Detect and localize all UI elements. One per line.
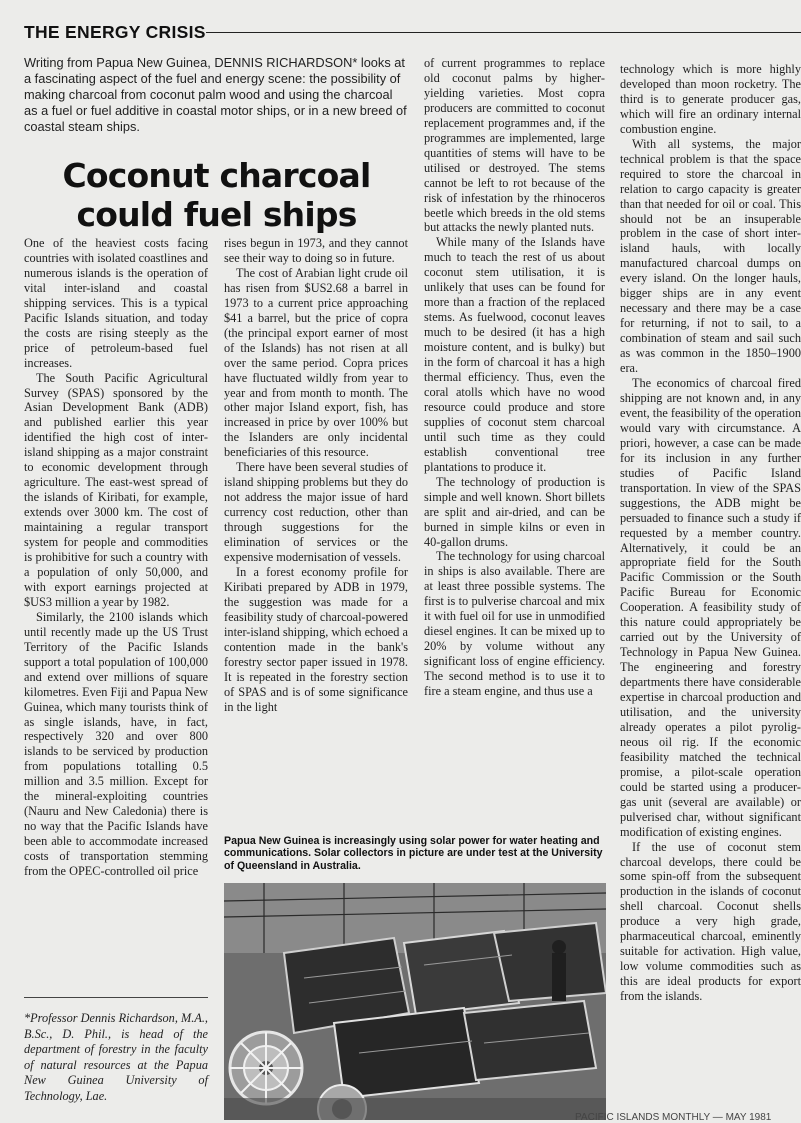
- footnote-rule: [24, 997, 208, 998]
- section-rule: [206, 32, 801, 33]
- article-column-4: [620, 62, 801, 1004]
- page-footer: PACIFIC ISLANDS MONTHLY — MAY 1981: [575, 1112, 772, 1123]
- paragraph: The South Pacific Agricultural Survey (SPAS) sponsored by the Asian Development Bank (ADB) and published earlier this year identified the high cost of inter-island shipping as a major constraint to economic development through agriculture. The east-west spread of the islands of Kiribati, for example, extends over 3000 km. The cost of maintaining a regular transport system for people and commodities is prohibitive for such a country with a population of only 50,000, and with export earnings projected at $US3 million a year by 1982.: [24, 370, 208, 609]
- article-column-3: [424, 56, 605, 699]
- standfirst: Writing from Papua New Guinea, DENNIS RICHARDSON* looks at a fascinating aspect of the fuel and energy scene: the possibility of making charcoal from coconut palm wood and using the charcoal as a fuel or fuel additive in coastal motor ships, or in a new breed of coastal steam ships.: [24, 55, 407, 134]
- paragraph: With all systems, the major technical problem is that the space required to store the charcoal in relation to cargo capacity is greater than that needed for oil or coal. This should not be an insuperable problem in the case of short inter-island hauls, with locally manufactured charcoal dumps on every island. On the longer hauls, bigger ships are in any event necessary and there may be a case for returning, if not to sail, to a combination of steam and sail such as was common in the 1850–1900 era.: [620, 136, 801, 376]
- paragraph: One of the heaviest costs facing countries with isolated coastlines and numerous islands is the operation of vital inter-island and coastal shipping services. This is a typical Pacific Islands situation, and today the costs are rising steeply as the price of petroleum-based fuel increases.: [24, 236, 208, 370]
- paragraph: technology which is more highly developed than moon rocketry. The third is to generate producer gas, which will fire an ordinary internal combustion engine.: [620, 62, 801, 136]
- headline-line-1: Coconut charcoal: [62, 156, 371, 195]
- paragraph: rises begun in 1973, and they cannot see their way to doing so in future.: [224, 236, 408, 265]
- paragraph: The economics of charcoal fired shipping are not known and, in any event, the feasibility of the operation would vary with circumstance. A priori, however, a case can be made for its inclusion in any further studies of Pacific Island transportation. In view of the SPAS suggestions, the ADB might be persuaded to finance such a study if requested by a member country. Alternatively, it could be an appropriate field for the South Pacific Commission or the South Pacific Bureau for Economic Cooperation. A feasibility study of this nature could appropriately be carried out by the University of Technology in Papua New Guinea. The engineering and forestry departments there have considerable expertise in charcoal production and utilisation, and the university already operates a pilot pyrolig-neous oil rig. If the economic feasibility matched the technical promise, a pilot-scale operation could be started using a producer-gas unit (several are available) or pulverised char, without significant modification of existing engines.: [620, 376, 801, 839]
- solar-collectors-photo: [224, 883, 606, 1120]
- paragraph: There have been several studies of island shipping problems but they do not address the major issue of hard currency cost reduction, other than through suggestions for the elimination of services or the expensive modernisation of vessels.: [224, 460, 408, 565]
- paragraph: If the use of coconut stem charcoal develops, there could be some spin-off from the subsequent production in the islands of coconut shell charcoal. Coconut shells produce a very high grade, pharmaceutical charcoal, eminently suitable for activation. High value, low volume commodities such as this are ideal products for export from the islands.: [620, 839, 801, 1004]
- paragraph: The technology for using charcoal in ships is also available. There are at least three possible systems. The first is to pulverise charcoal and mix it with fuel oil for use in unmodified diesel engines. It can be mixed up to 20% by volume without any significant loss of engine efficiency. The second method is to use it to fire a steam engine, and thus use a: [424, 549, 605, 699]
- photo-caption: Papua New Guinea is increasingly using solar power for water heating and communications. Solar collectors in picture are under test at the University of Queensland in Australia.: [224, 835, 603, 872]
- section-title: THE ENERGY CRISIS: [24, 22, 206, 42]
- article-column-1: [24, 236, 208, 879]
- paragraph: The technology of production is simple and well known. Short billets are split and air-dried, and can be burned in simple kilns or even in 40-gallon drums.: [424, 474, 605, 549]
- paragraph: of current programmes to replace old coconut palms by higher-yielding varieties. Most copra producers are committed to coconut replacement programmes and, if the programmes are implemented, large quantities of stems will have to be utilised or destroyed. The stems cannot be left to rot because of the risk of infestation by the rhinoceros beetle which breeds in the old stems but attacks the newly planted nuts.: [424, 56, 605, 235]
- article-column-2: [224, 236, 408, 715]
- paragraph: The cost of Arabian light crude oil has risen from $US2.68 a barrel in 1973 to a current price approaching $41 a barrel, but the price of copra (the principal export earner of most of the Islands) has not risen at all over the same period. Copra prices have fluctuated wildly from year to year and from month to month. The other major Island export, fish, has increased in price by over 100% but the Islanders are only incidental beneficiaries of this resource.: [224, 265, 408, 460]
- author-footnote: *Professor Dennis Richardson, M.A., B.Sc., D. Phil., is head of the department of forestry in the faculty of natural resources at the Papua New Guinea University of Technology, Lae.: [24, 1011, 208, 1103]
- photo-illustration: [224, 883, 606, 1120]
- section-header: [24, 22, 801, 52]
- headline: [24, 156, 409, 234]
- headline-line-2: could fuel ships: [76, 195, 357, 234]
- paragraph: While many of the Islands have much to teach the rest of us about coconut stem utilisation, it is unlikely that uses can be found for more than a fraction of the replaced stems. As fuelwood, coconut leaves much to be desired (it has a high moisture content, and is bulky) but in the form of charcoal it has a high thermal efficiency. Thus, even the coral atolls which have no wood resource could produce and store supplies of coconut stem charcoal until such time as they could establish conventional tree plantations to produce it.: [424, 235, 605, 474]
- paragraph: Similarly, the 2100 islands which until recently made up the US Trust Territory of the Pacific Islands support a total population of 100,000 and extend over millions of square kilometres. Even Fiji and Papua New Guinea, which many tourists think of as single islands, have, in fact, respectively 320 and over 800 islands to be serviced by production from populations totalling 0.5 million and 3.5 million. Except for the mineral-exploiting countries (Nauru and New Caledonia) there is no way that the Pacific Islands have been able to accommodate increased costs of transportation stemming from the OPEC-controlled oil price: [24, 609, 208, 879]
- paragraph: In a forest economy profile for Kiribati prepared by ADB in 1979, the suggestion was made for a feasibility study of charcoal-powered inter-island shipping, which echoed a contention made in the bank's forestry sector paper issued in 1978. It is repeated in the forestry section of SPAS and is of some significance in the light: [224, 564, 408, 714]
